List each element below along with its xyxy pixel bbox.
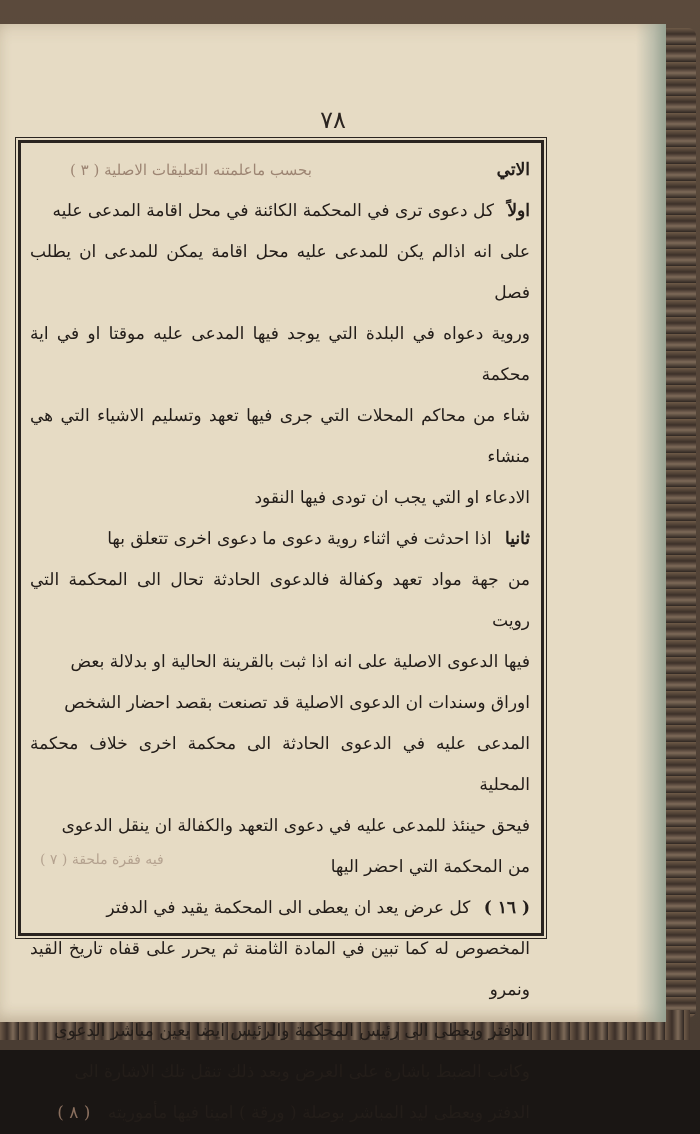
paragraph-line: الدفتر ويعطى الى رئيس المحكمة والرئيس ايضا يعين مباشر الدعوى (54, 1021, 530, 1041)
paragraph-line (30, 519, 530, 560)
paragraph-line: فيها الدعوى الاصلية على انه اذا ثبت بالقرينة الحالية او بدلالة بعض (70, 652, 530, 672)
article-number: ( ١٦ ) (483, 898, 530, 918)
text-block (30, 150, 530, 1123)
pencil-annotation: بحسب ماعلمتنه التعليقات الاصلية ( ٣ ) (70, 161, 312, 179)
paragraph-line: شاء من محاكم المحلات التي جرى فيها تعهد وتسليم الاشياء التي هي منشاء (30, 406, 530, 467)
paragraph-text: الدفتر ويعطى ليد المباشر بوصلة ( ورقة ) امينا فيها مأموريته (107, 1103, 530, 1123)
paragraph-line (30, 191, 530, 232)
end-note: ( ٨ ) (57, 1103, 91, 1123)
header-lead: الاتي (496, 160, 530, 180)
paragraph-text: كل دعوى ترى في المحكمة الكائنة في محل اقامة المدعى عليه (52, 201, 494, 221)
paragraph-line: من جهة مواد تعهد وكفالة فالدعوى الحادثة تحال الى المحكمة التي رويت (30, 570, 530, 631)
paragraph-line (30, 1093, 530, 1134)
paragraph-line (30, 888, 530, 929)
paragraph-line: المخصوص له كما تبين في المادة الثامنة ثم يحرر على قفاه تاريخ القيد ونمرو (30, 939, 530, 1000)
paragraph-text: كل عرض يعد ان يعطى الى المحكمة يقيد في الدفتر (106, 898, 471, 918)
page-number: ٧٨ (320, 106, 346, 134)
paragraph-line: على انه اذالم يكن للمدعى عليه محل اقامة يمكن للمدعى ان يطلب فصل (30, 242, 530, 303)
paragraph-line: المدعى عليه في الدعوى الحادثة الى محكمة اخرى خلاف محكمة المحلية (30, 734, 530, 795)
paragraph-text: اذا احدثت في اثناء روية دعوى ما دعوى اخرى تتعلق بها (107, 529, 492, 549)
page-gutter-shade (636, 24, 666, 1022)
paragraph-line: الادعاء او التي يجب ان تودى فيها النقود (254, 488, 530, 508)
header-line (30, 150, 530, 191)
paragraph-marker: ثانيا (505, 529, 530, 549)
paragraph-line: فيحق حينئذ للمدعى عليه في دعوى التعهد والكفالة ان ينقل الدعوى (61, 816, 530, 836)
paragraph-line: وكاتب الضبط باشارة على العرض وبعد ذلك تنقل تلك الاشارة الى (74, 1062, 530, 1082)
pencil-annotation: فيه فقرة ملحقة ( ٧ ) (40, 852, 164, 868)
paragraph-line: اوراق وسندات ان الدعوى الاصلية قد تصنعت بقصد احضار الشخص (64, 693, 530, 713)
paragraph-line: من المحكمة التي احضر اليها (330, 857, 530, 877)
paragraph-line: وروية دعواه في البلدة التي يوجد فيها المدعى عليه موقتا او في اية محكمة (30, 324, 530, 385)
paragraph-marker: اولاً (507, 201, 530, 221)
